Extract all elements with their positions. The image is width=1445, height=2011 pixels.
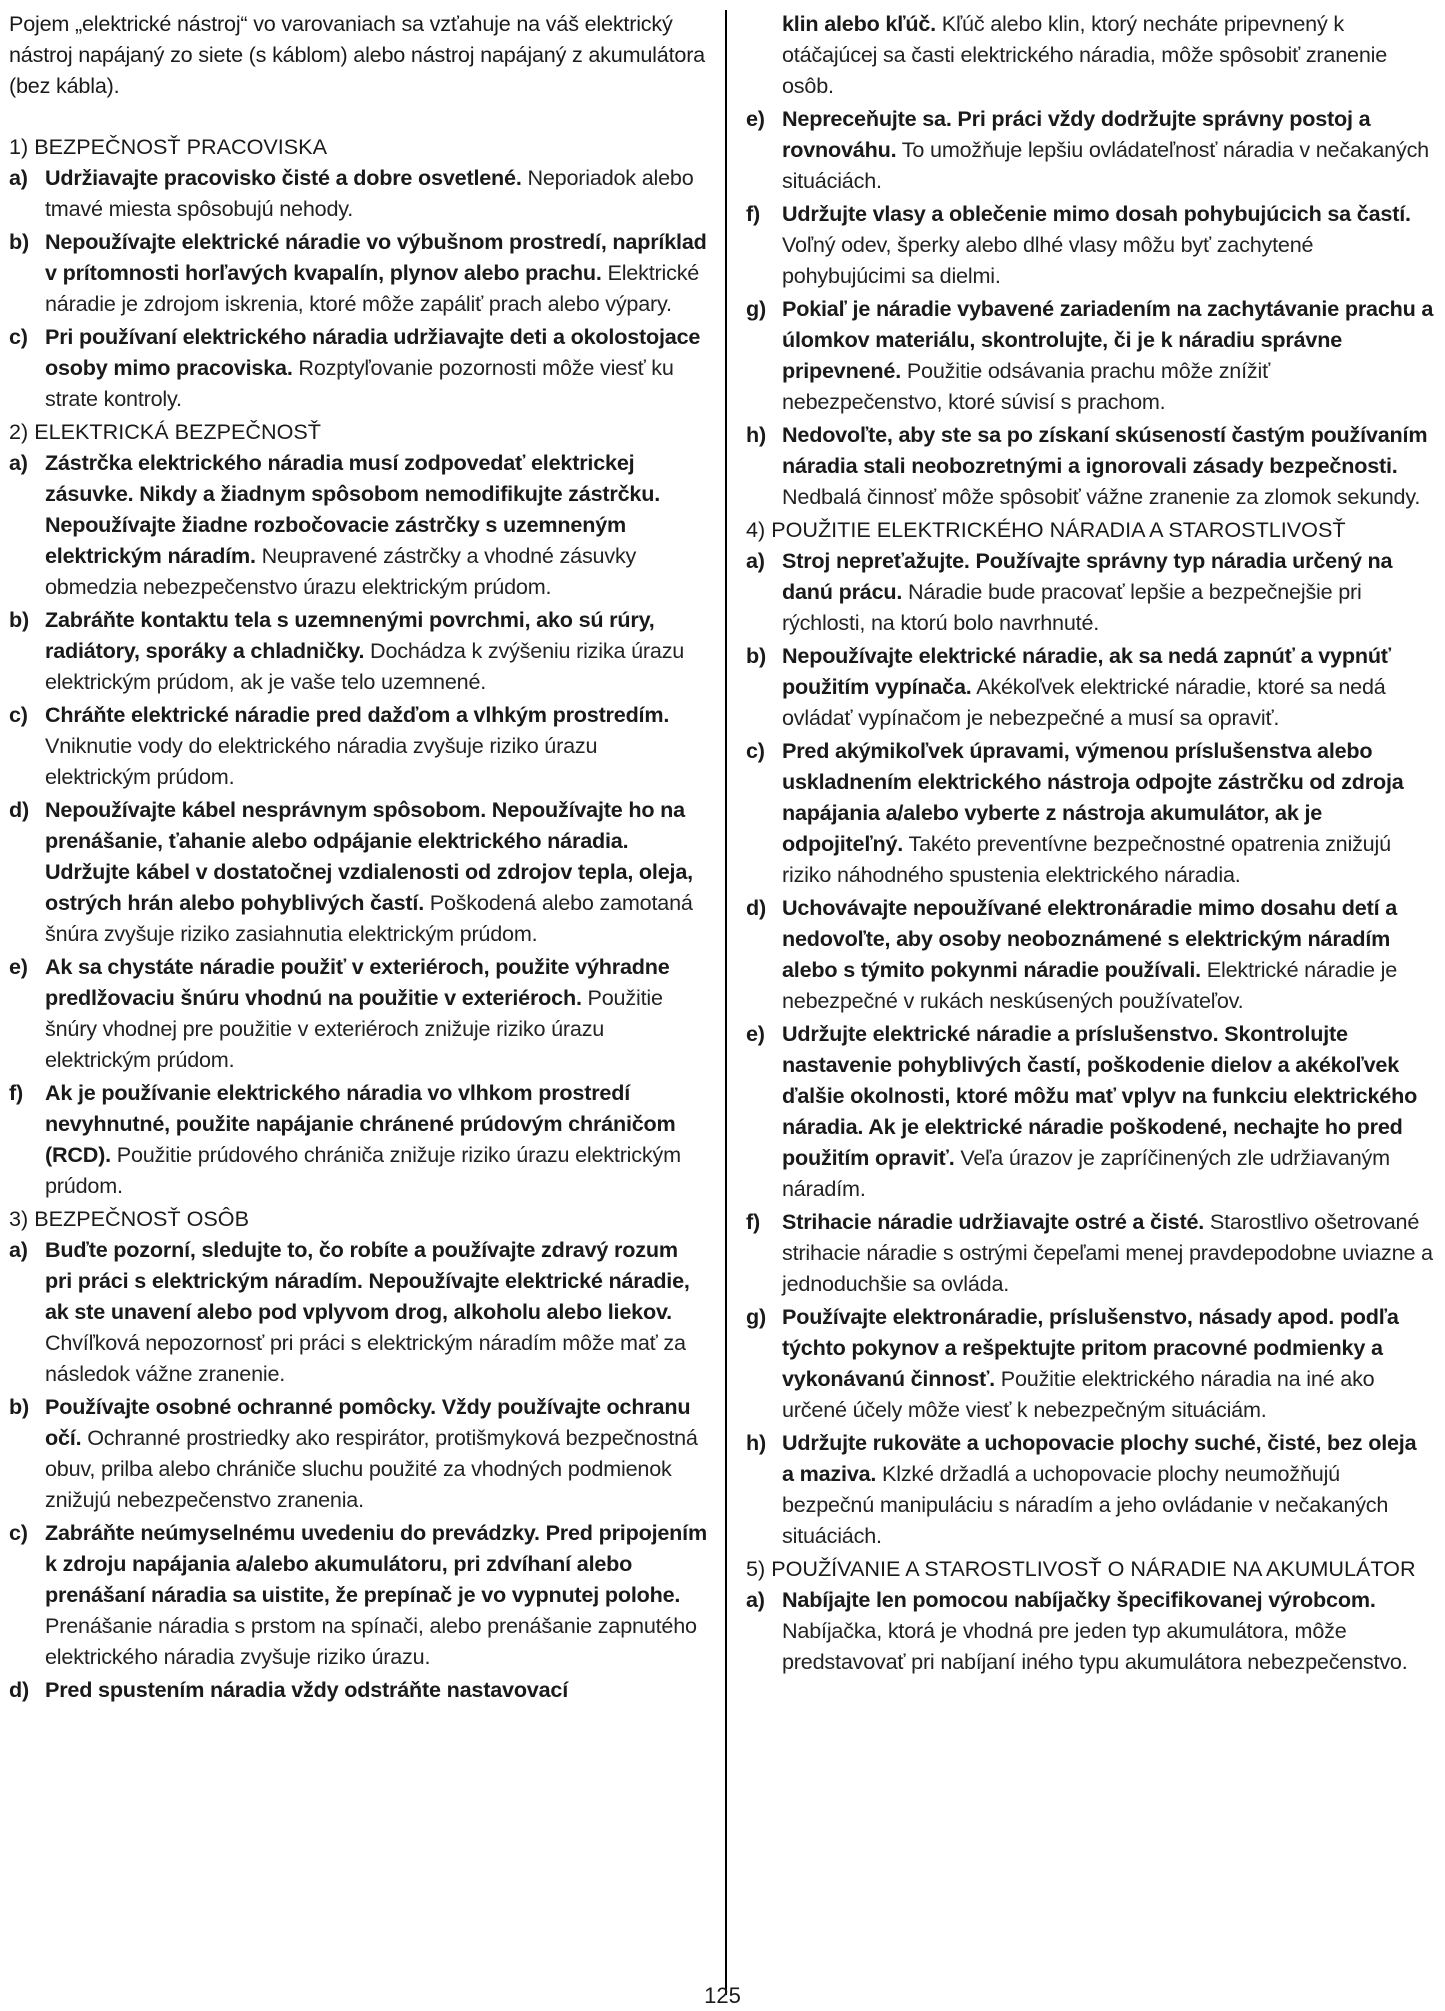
item-letter: e)	[746, 106, 765, 131]
item-normal-text: Veľa úrazov je zapríčinených zle udržiavaným náradím.	[782, 1145, 1390, 1201]
item-letter: a)	[746, 548, 765, 573]
item-normal-text: Použitie prúdového chrániča znižuje riziko úrazu elektrickým prúdom.	[45, 1142, 681, 1198]
list-item	[9, 699, 707, 792]
item-letter: a)	[746, 1587, 765, 1612]
list-item	[746, 103, 1434, 196]
item-letter: b)	[746, 643, 766, 668]
list-item	[746, 1206, 1434, 1299]
item-normal-text: Použitie šnúry vhodnej pre použitie v exteriéroch znižuje riziko úrazu elektrickým prúdom.	[45, 985, 663, 1072]
item-normal-text: Náradie bude pracovať lepšie a bezpečnejšie pri rýchlosti, na ktorú bolo navrhnuté.	[782, 579, 1362, 635]
item-normal-text: Takéto preventívne bezpečnostné opatrenia znižujú riziko náhodného spustenia elektrického náradia.	[782, 831, 1391, 887]
item-letter: h)	[746, 1430, 766, 1455]
item-normal-text: Vniknutie vody do elektrického náradia zvyšuje riziko úrazu elektrickým prúdom.	[45, 733, 598, 789]
item-normal-text: Starostlivo ošetrované strihacie náradie s ostrými čepeľami menej pravdepodobne uviazne a jednoduchšie sa ovláda.	[782, 1209, 1433, 1296]
item-normal-text: Voľný odev, šperky alebo dlhé vlasy môžu byť zachytené pohybujúcimi sa dielmi.	[782, 232, 1314, 288]
continued-item	[746, 8, 1434, 101]
intro-paragraph: Pojem „elektrické nástroj“ vo varovaniach sa vzťahuje na váš elektrický nástroj napájaný zo siete (s káblom) alebo nástroj napájaný z akumulátora (bez kábla).	[9, 11, 705, 98]
item-normal-text: Neporiadok alebo tmavé miesta spôsobujú nehody.	[45, 165, 694, 221]
item-normal-text: Kľúč alebo klin, ktorý necháte pripevnený k otáčajúcej sa časti elektrického náradia, môže spôsobiť zranenie osôb.	[782, 11, 1388, 98]
list-item	[9, 321, 707, 414]
item-bold-text: Pred akýmikoľvek úpravami, výmenou príslušenstva alebo uskladnením elektrického nástroja odpojte zástrčku od zdroja napájania a/alebo vyberte z nástroja akumulátor, ak je odpojiteľný.	[782, 738, 1404, 856]
item-letter: c)	[9, 324, 28, 349]
item-bold-text: Udržujte elektrické náradie a príslušenstvo. Skontrolujte nastavenie pohyblivých častí, poškodenie dielov a akékoľvek ďalšie okolnosti, ktoré môžu mať vplyv na funkciu elektrického náradia. Ak je elektrické náradie poškodené, nechajte ho pred použitím opraviť.	[782, 1021, 1418, 1170]
item-bold-text: Nepoužívajte kábel nesprávnym spôsobom. Nepoužívajte ho na prenášanie, ťahanie alebo odpájanie elektrického náradia. Udržujte kábel v dostatočnej vzdialenosti od zdrojov tepla, oleja, ostrých hrán alebo pohyblivých častí.	[45, 797, 693, 915]
list-item	[746, 640, 1434, 733]
list-item	[746, 892, 1434, 1016]
item-normal-text: Neupravené zástrčky a vhodné zásuvky obmedzia nebezpečenstvo úrazu elektrickým prúdom.	[45, 543, 637, 599]
list-item	[9, 162, 707, 224]
section-3-continued-list	[746, 103, 1434, 512]
item-letter: c)	[746, 738, 765, 763]
item-normal-text: Klzké držadlá a uchopovacie plochy neumožňujú bezpečnú manipuláciu s náradím a jeho ovládanie v nečakaných situáciách.	[782, 1461, 1389, 1548]
item-normal-text: Elektrické náradie je zdrojom iskrenia, ktoré môže zapáliť prach alebo výpary.	[45, 260, 700, 316]
section-5-heading: 5) POUŽÍVANIE A STAROSTLIVOSŤ O NÁRADIE NA AKUMULÁTOR	[746, 1556, 1416, 1581]
item-letter: b)	[9, 1394, 29, 1419]
item-bold-text: Buďte pozorní, sledujte to, čo robíte a používajte zdravý rozum pri práci s elektrickým náradím. Nepoužívajte elektrické náradie, ak ste unavení alebo pod vplyvom drog, alkoholu alebo liekov.	[45, 1237, 690, 1324]
item-normal-text: Akékoľvek elektrické náradie, ktoré sa nedá ovládať vypínačom je nebezpečné a musí sa opraviť.	[782, 674, 1386, 730]
item-bold-text: klin alebo kľúč.	[782, 11, 936, 36]
item-letter: e)	[9, 954, 28, 979]
item-normal-text: To umožňuje lepšiu ovládateľnosť náradia v nečakaných situáciách.	[782, 137, 1429, 193]
section-4-heading: 4) POUŽITIE ELEKTRICKÉHO NÁRADIA A STAROSTLIVOSŤ	[746, 517, 1346, 542]
list-item	[9, 794, 707, 949]
list-item	[746, 1018, 1434, 1204]
item-bold-text: Používajte elektronáradie, príslušenstvo, násady apod. podľa týchto pokynov a rešpektujte pritom pracovné podmienky a vykonávanú činnosť.	[782, 1304, 1399, 1391]
list-item	[9, 1391, 707, 1515]
item-bold-text: Strihacie náradie udržiavajte ostré a čisté.	[782, 1209, 1205, 1234]
item-letter: a)	[9, 450, 28, 475]
item-normal-text: Ochranné prostriedky ako respirátor, protišmyková bezpečnostná obuv, prilba alebo chrániče sluchu použité za vhodných podmienok znižujú nebezpečenstvo zranenia.	[45, 1425, 698, 1512]
item-bold-text: Chráňte elektrické náradie pred dažďom a vlhkým prostredím.	[45, 702, 670, 727]
list-item	[9, 447, 707, 602]
item-bold-text: Zástrčka elektrického náradia musí zodpovedať elektrickej zásuvke. Nikdy a žiadnym spôsobom nemodifikujte zástrčku. Nepoužívajte žiadne rozbočovacie zástrčky s uzemneným elektrickým náradím.	[45, 450, 660, 568]
item-letter: f)	[746, 1209, 760, 1234]
item-bold-text: Používajte osobné ochranné pomôcky. Vždy používajte ochranu očí.	[45, 1394, 691, 1450]
list-item	[746, 293, 1434, 417]
item-letter: g)	[746, 296, 766, 321]
list-item	[9, 604, 707, 697]
item-normal-text: Použitie elektrického náradia na iné ako určené účely môže viesť k nebezpečným situáciám.	[782, 1366, 1375, 1422]
list-item	[746, 1301, 1434, 1425]
item-letter: c)	[9, 1520, 28, 1545]
column-divider	[725, 10, 727, 1995]
item-bold-text: Uchovávajte nepoužívané elektronáradie mimo dosahu detí a nedovoľte, aby osoby neoboznámené s elektrickým náradím alebo s týmito pokynmi náradie používali.	[782, 895, 1397, 982]
item-bold-text: Zabráňte kontaktu tela s uzemnenými povrchmi, ako sú rúry, radiátory, sporáky a chladničky.	[45, 607, 655, 663]
item-bold-text: Nepoužívajte elektrické náradie, ak sa nedá zapnúť a vypnúť použitím vypínača.	[782, 643, 1391, 699]
item-bold-text: Nabíjajte len pomocou nabíjačky špecifikovanej výrobcom.	[782, 1587, 1376, 1612]
item-bold-text: Nedovoľte, aby ste sa po získaní skúseností častým používaním náradia stali neobozretnými a ignorovali zásady bezpečnosti.	[782, 422, 1428, 478]
section-1-heading: 1) BEZPEČNOSŤ PRACOVISKA	[9, 134, 327, 159]
section-3-list	[9, 1234, 707, 1705]
item-normal-text: Nabíjačka, ktorá je vhodná pre jeden typ akumulátora, môže predstavovať pri nabíjaní iného typu akumulátora nebezpečenstvo.	[782, 1618, 1408, 1674]
section-3-heading: 3) BEZPEČNOSŤ OSÔB	[9, 1206, 249, 1231]
item-bold-text: Pri používaní elektrického náradia udržiavajte deti a okolostojace osoby mimo pracoviska.	[45, 324, 701, 380]
section-2-list	[9, 447, 707, 1201]
item-bold-text: Udržujte vlasy a oblečenie mimo dosah pohybujúcich sa častí.	[782, 201, 1411, 226]
item-normal-text: Rozptyľovanie pozornosti môže viesť ku strate kontroly.	[45, 355, 674, 411]
list-item	[9, 1077, 707, 1201]
list-item	[9, 1517, 707, 1672]
item-bold-text: Udržujte rukoväte a uchopovacie plochy suché, čisté, bez oleja a maziva.	[782, 1430, 1417, 1486]
item-letter: b)	[9, 229, 29, 254]
item-letter: f)	[746, 201, 760, 226]
item-letter: g)	[746, 1304, 766, 1329]
list-item	[746, 198, 1434, 291]
item-normal-text: Elektrické náradie je nebezpečné v rukách neskúsených používateľov.	[782, 957, 1398, 1013]
list-item	[746, 1584, 1434, 1677]
item-bold-text: Ak sa chystáte náradie použiť v exteriéroch, použite výhradne predlžovaciu šnúru vhodnú na použitie v exteriéroch.	[45, 954, 670, 1010]
list-item	[746, 545, 1434, 638]
list-item	[9, 1234, 707, 1389]
item-letter: e)	[746, 1021, 765, 1046]
section-5-list	[746, 1584, 1434, 1677]
item-letter: b)	[9, 607, 29, 632]
item-normal-text: Chvíľková nepozornosť pri práci s elektrickým náradím môže mať za následok vážne zranenie.	[45, 1330, 686, 1386]
section-1-list	[9, 162, 707, 414]
list-item	[9, 226, 707, 319]
left-column	[9, 8, 707, 1707]
item-bold-text: Udržiavajte pracovisko čisté a dobre osvetlené.	[45, 165, 522, 190]
item-bold-text: Nepreceňujte sa. Pri práci vždy dodržujte správny postoj a rovnováhu.	[782, 106, 1371, 162]
list-item	[9, 1674, 707, 1705]
item-letter: d)	[9, 1677, 29, 1702]
item-letter: a)	[9, 165, 28, 190]
item-letter: c)	[9, 702, 28, 727]
item-bold-text: Pokiaľ je náradie vybavené zariadením na zachytávanie prachu a úlomkov materiálu, skontrolujte, či je k náradiu správne pripevnené.	[782, 296, 1434, 383]
section-4-list	[746, 545, 1434, 1551]
item-letter: d)	[746, 895, 766, 920]
list-item	[746, 735, 1434, 890]
right-column	[746, 8, 1434, 1679]
item-letter: h)	[746, 422, 766, 447]
item-normal-text: Použitie odsávania prachu môže znížiť nebezpečenstvo, ktoré súvisí s prachom.	[782, 358, 1271, 414]
item-letter: f)	[9, 1080, 23, 1105]
item-letter: d)	[9, 797, 29, 822]
list-item	[746, 419, 1434, 512]
item-normal-text: Dochádza k zvýšeniu rizika úrazu elektrickým prúdom, ak je vaše telo uzemnené.	[45, 638, 685, 694]
item-normal-text: Nedbalá činnosť môže spôsobiť vážne zranenie za zlomok sekundy.	[782, 484, 1421, 509]
item-bold-text: Pred spustením náradia vždy odstráňte nastavovací	[45, 1677, 569, 1702]
page-number: 125	[704, 1983, 741, 2008]
list-item	[746, 1427, 1434, 1551]
list-item	[9, 951, 707, 1075]
item-bold-text: Stroj nepreťažujte. Používajte správny typ náradia určený na danú prácu.	[782, 548, 1393, 604]
item-letter: a)	[9, 1237, 28, 1262]
item-normal-text: Poškodená alebo zamotaná šnúra zvyšuje riziko zasiahnutia elektrickým prúdom.	[45, 890, 693, 946]
item-normal-text: Prenášanie náradia s prstom na spínači, alebo prenášanie zapnutého elektrického náradia zvyšuje riziko úrazu.	[45, 1613, 697, 1669]
item-bold-text: Nepoužívajte elektrické náradie vo výbušnom prostredí, napríklad v prítomnosti horľavých kvapalín, plynov alebo prachu.	[45, 229, 707, 285]
item-bold-text: Zabráňte neúmyselnému uvedeniu do prevádzky. Pred pripojením k zdroju napájania a/alebo akumulátoru, pri zdvíhaní alebo prenášaní náradia sa uistite, že prepínač je vo vypnutej polohe.	[45, 1520, 707, 1607]
item-bold-text: Ak je používanie elektrického náradia vo vlhkom prostredí nevyhnutné, použite napájanie chránené prúdovým chráničom (RCD).	[45, 1080, 676, 1167]
section-2-heading: 2) ELEKTRICKÁ BEZPEČNOSŤ	[9, 419, 321, 444]
